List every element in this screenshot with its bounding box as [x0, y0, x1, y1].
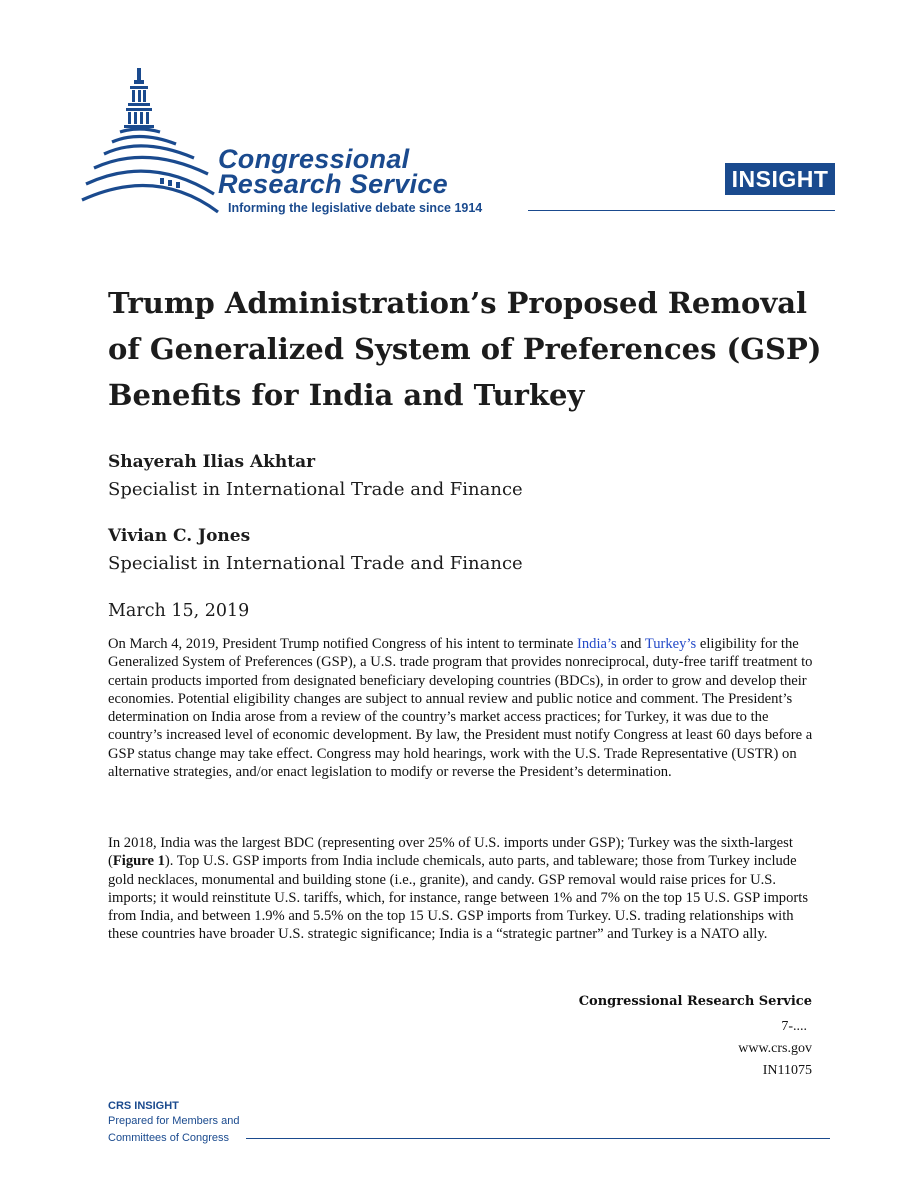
paragraph-text: ). Top U.S. GSP imports from India include chemicals, auto parts, and tableware; those from Turkey include gold necklaces, monumental and building stone (i.e., granite), and candy. GSP removal would raise prices for U.S. imports; it would reinstitute U.S. tariffs, which, for instance, range between 1% and 7% on the top 15 U.S. GSP imports from India, and between 1.9% and 5.5% on the top 15 U.S. GSP imports from Turkey. U.S. trading relationships with these countries have broader U.S. strategic significance; India is a “strategic partner” and Turkey is a NATO ally.: [108, 853, 808, 943]
capitol-dome-logo-icon: [80, 66, 220, 216]
author-name: Vivian C. Jones: [108, 526, 251, 546]
paragraph-text: On March 4, 2019, President Trump notified Congress of his intent to terminate: [108, 636, 577, 652]
author-role: Specialist in International Trade and Finance: [108, 553, 523, 574]
figure-reference: Figure 1: [112, 853, 165, 870]
india-link[interactable]: India’s: [576, 636, 617, 652]
prepared-for-line1: Prepared for Members and: [108, 1115, 240, 1127]
org-name-line1: Congressional: [218, 144, 410, 174]
report-number: 7-....: [781, 1019, 807, 1034]
crs-website-link[interactable]: www.crs.gov: [738, 1041, 812, 1056]
paragraph-text: eligibility for the Generalized System of Preferences (GSP), a U.S. trade program that provides nonreciprocal, duty-free tariff treatment to certain products imported from designated beneficiary developing countries (BDCs), in order to grow and develop their economies. Potential eligibility changes are subject to annual review and public notice and comment. The President’s determination on India arose from a review of the country’s market access practices; for Turkey, it was due to the country’s increased level of economic development. By law, the President must notify Congress at least 60 days before a GSP status change may take effect. Congress may hold hearings, work with the U.S. Trade Representative (USTR) on alternative strategies, and/or enact legislation to modify or reverse the President’s determination.: [108, 636, 813, 781]
body-paragraph: [108, 635, 816, 781]
crs-insight-label: CRS INSIGHT: [108, 1100, 179, 1112]
org-name-line2: Research Service: [218, 169, 448, 199]
header-divider: [528, 210, 835, 211]
product-id: IN11075: [762, 1063, 812, 1078]
paragraph-text: and: [616, 636, 645, 652]
body-paragraph: [108, 834, 816, 944]
footer-divider: [246, 1138, 830, 1139]
paragraph-text: In 2018, India was the largest BDC (representing over 25% of U.S. imports under GSP); Turkey was the sixth-largest (: [108, 835, 793, 870]
crs-footer-org: Congressional Research Service: [578, 994, 812, 1009]
author-role: Specialist in International Trade and Finance: [108, 479, 523, 500]
insight-badge: INSIGHT: [725, 163, 835, 195]
author-name: Shayerah Ilias Akhtar: [108, 452, 316, 472]
publication-date: March 15, 2019: [108, 601, 250, 621]
turkey-link[interactable]: Turkey’s: [644, 636, 697, 652]
org-tagline: Informing the legislative debate since 1914: [228, 201, 483, 215]
prepared-for-line2: Committees of Congress: [108, 1132, 230, 1144]
document-title: Trump Administration’s Proposed Removal of Generalized System of Preferences (GSP) Benefits for India and Turkey: [108, 286, 822, 412]
